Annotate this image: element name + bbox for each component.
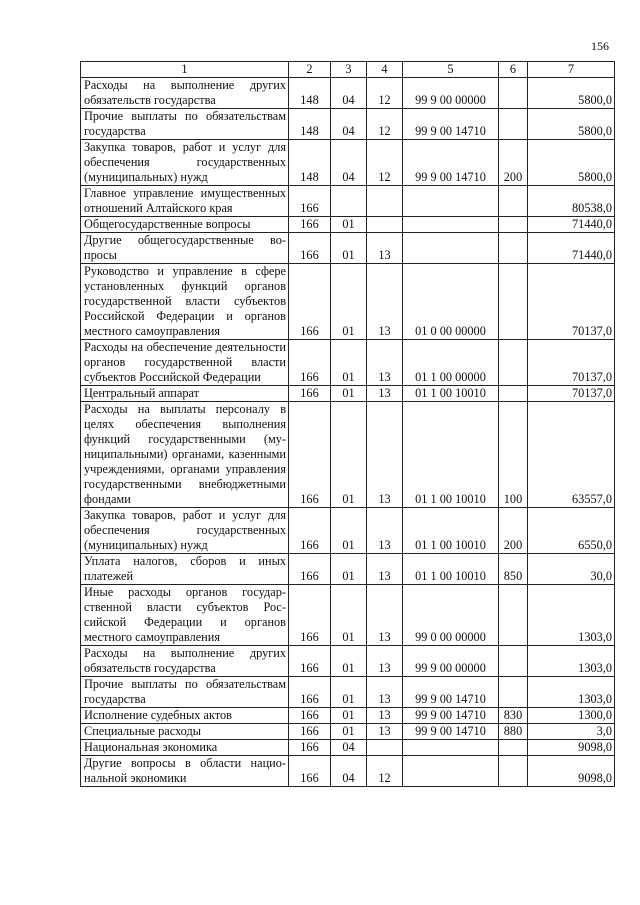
row-subsection-cell: 13 [367, 554, 403, 585]
row-expense-type-cell [499, 740, 528, 756]
row-name-cell: Общегосударственные вопросы [81, 217, 289, 233]
row-section-cell: 01 [331, 233, 367, 264]
row-admin-code-cell: 166 [289, 233, 331, 264]
table-row [81, 386, 615, 402]
row-target-article-cell: 99 9 00 14710 [403, 109, 499, 140]
row-target-article-cell: 01 1 00 10010 [403, 554, 499, 585]
row-name-cell: Главное управление имущественных отношений Алтайского края [81, 186, 289, 217]
page-number: 156 [591, 39, 609, 53]
row-amount-cell: 6550,0 [528, 508, 615, 554]
row-subsection-cell: 13 [367, 708, 403, 724]
row-admin-code-cell: 166 [289, 646, 331, 677]
row-subsection-cell: 13 [367, 340, 403, 386]
row-amount-cell: 70137,0 [528, 264, 615, 340]
table-row [81, 264, 615, 340]
row-expense-type-cell: 200 [499, 140, 528, 186]
row-name-cell: Специальные расходы [81, 724, 289, 740]
row-section-cell [331, 186, 367, 217]
table-row [81, 340, 615, 386]
row-expense-type-cell [499, 677, 528, 708]
row-amount-cell: 1303,0 [528, 646, 615, 677]
row-admin-code-cell: 166 [289, 677, 331, 708]
row-expense-type-cell [499, 585, 528, 646]
row-subsection-cell: 13 [367, 585, 403, 646]
table-row [81, 646, 615, 677]
row-amount-cell: 3,0 [528, 724, 615, 740]
row-expense-type-cell [499, 78, 528, 109]
row-amount-cell: 5800,0 [528, 140, 615, 186]
row-expense-type-cell: 100 [499, 402, 528, 508]
row-amount-cell: 9098,0 [528, 756, 615, 787]
row-target-article-cell: 99 9 00 14710 [403, 140, 499, 186]
row-target-article-cell: 99 9 00 00000 [403, 646, 499, 677]
row-subsection-cell: 13 [367, 724, 403, 740]
row-section-cell: 04 [331, 109, 367, 140]
row-amount-cell: 1303,0 [528, 677, 615, 708]
row-name-cell: Уплата налогов, сборов и иных платежей [81, 554, 289, 585]
row-section-cell: 04 [331, 140, 367, 186]
row-amount-cell: 1303,0 [528, 585, 615, 646]
table-row [81, 708, 615, 724]
row-expense-type-cell [499, 186, 528, 217]
row-section-cell: 01 [331, 724, 367, 740]
table-row [81, 740, 615, 756]
row-target-article-cell: 99 9 00 14710 [403, 708, 499, 724]
row-amount-cell: 63557,0 [528, 402, 615, 508]
row-subsection-cell: 13 [367, 646, 403, 677]
row-target-article-cell: 01 1 00 10010 [403, 508, 499, 554]
budget-table [80, 61, 615, 787]
row-amount-cell: 71440,0 [528, 233, 615, 264]
table-row [81, 724, 615, 740]
row-section-cell: 04 [331, 756, 367, 787]
row-target-article-cell [403, 217, 499, 233]
row-amount-cell: 5800,0 [528, 78, 615, 109]
row-subsection-cell: 13 [367, 677, 403, 708]
row-subsection-cell: 12 [367, 140, 403, 186]
row-name-cell: Закупка товаров, работ и услуг для обеспечения государственных (муниципальных) нужд [81, 508, 289, 554]
header-cell: 3 [331, 62, 367, 78]
row-name-cell: Иные расходы органов государственной власти субъектов Российской Федерации и органов местного самоуправления [81, 585, 289, 646]
row-expense-type-cell [499, 233, 528, 264]
header-cell: 5 [403, 62, 499, 78]
row-target-article-cell [403, 186, 499, 217]
row-admin-code-cell: 166 [289, 217, 331, 233]
row-target-article-cell: 99 9 00 14710 [403, 677, 499, 708]
header-cell: 2 [289, 62, 331, 78]
row-expense-type-cell [499, 264, 528, 340]
row-target-article-cell: 99 9 00 14710 [403, 724, 499, 740]
row-amount-cell: 5800,0 [528, 109, 615, 140]
row-name-cell: Руководство и управление в сфере установленных функций органов государственной власти субъектов Российской Федерации и органов местного самоуправления [81, 264, 289, 340]
row-section-cell: 01 [331, 508, 367, 554]
row-subsection-cell: 13 [367, 508, 403, 554]
row-admin-code-cell: 166 [289, 386, 331, 402]
header-cell: 6 [499, 62, 528, 78]
row-subsection-cell: 13 [367, 233, 403, 264]
row-expense-type-cell [499, 756, 528, 787]
row-name-cell: Расходы на выполнение других обязательств государства [81, 78, 289, 109]
table-row [81, 109, 615, 140]
row-subsection-cell: 13 [367, 402, 403, 508]
row-admin-code-cell: 166 [289, 724, 331, 740]
row-amount-cell: 70137,0 [528, 386, 615, 402]
row-section-cell: 01 [331, 708, 367, 724]
row-amount-cell: 9098,0 [528, 740, 615, 756]
row-name-cell: Национальная экономика [81, 740, 289, 756]
row-name-cell: Расходы на выполнение других обязательств государства [81, 646, 289, 677]
row-subsection-cell [367, 740, 403, 756]
row-name-cell: Прочие выплаты по обязательствам государства [81, 109, 289, 140]
row-admin-code-cell: 148 [289, 78, 331, 109]
header-cell: 4 [367, 62, 403, 78]
table-row [81, 233, 615, 264]
row-admin-code-cell: 166 [289, 508, 331, 554]
row-name-cell: Закупка товаров, работ и услуг для обеспечения государственных (муниципальных) нужд [81, 140, 289, 186]
row-subsection-cell: 13 [367, 264, 403, 340]
row-subsection-cell: 12 [367, 756, 403, 787]
row-section-cell: 01 [331, 646, 367, 677]
header-cell: 1 [81, 62, 289, 78]
row-expense-type-cell [499, 109, 528, 140]
row-section-cell: 01 [331, 554, 367, 585]
table-row [81, 508, 615, 554]
row-target-article-cell [403, 740, 499, 756]
table-row [81, 217, 615, 233]
row-expense-type-cell: 850 [499, 554, 528, 585]
table-row [81, 78, 615, 109]
row-section-cell: 01 [331, 264, 367, 340]
row-target-article-cell [403, 756, 499, 787]
row-admin-code-cell: 166 [289, 264, 331, 340]
table-row [81, 186, 615, 217]
row-admin-code-cell: 166 [289, 585, 331, 646]
table-body [81, 78, 615, 787]
row-section-cell: 01 [331, 402, 367, 508]
table-row [81, 756, 615, 787]
row-amount-cell: 71440,0 [528, 217, 615, 233]
row-name-cell: Центральный аппарат [81, 386, 289, 402]
row-expense-type-cell: 830 [499, 708, 528, 724]
row-subsection-cell: 12 [367, 78, 403, 109]
row-target-article-cell: 01 1 00 10010 [403, 386, 499, 402]
row-amount-cell: 30,0 [528, 554, 615, 585]
table-row [81, 140, 615, 186]
row-subsection-cell [367, 217, 403, 233]
row-admin-code-cell: 166 [289, 186, 331, 217]
row-section-cell: 01 [331, 585, 367, 646]
row-expense-type-cell [499, 217, 528, 233]
row-amount-cell: 80538,0 [528, 186, 615, 217]
row-name-cell: Прочие выплаты по обязательствам государства [81, 677, 289, 708]
row-amount-cell: 1300,0 [528, 708, 615, 724]
row-section-cell: 04 [331, 78, 367, 109]
row-target-article-cell: 01 0 00 00000 [403, 264, 499, 340]
row-target-article-cell [403, 233, 499, 264]
table-row [81, 585, 615, 646]
row-admin-code-cell: 166 [289, 554, 331, 585]
row-admin-code-cell: 166 [289, 340, 331, 386]
row-expense-type-cell [499, 386, 528, 402]
row-admin-code-cell: 166 [289, 756, 331, 787]
row-section-cell: 01 [331, 386, 367, 402]
row-target-article-cell: 99 9 00 00000 [403, 78, 499, 109]
row-expense-type-cell [499, 340, 528, 386]
table-row [81, 402, 615, 508]
row-expense-type-cell [499, 646, 528, 677]
row-subsection-cell: 12 [367, 109, 403, 140]
row-section-cell: 01 [331, 677, 367, 708]
row-amount-cell: 70137,0 [528, 340, 615, 386]
row-expense-type-cell: 200 [499, 508, 528, 554]
row-name-cell: Другие вопросы в области национальной экономики [81, 756, 289, 787]
row-target-article-cell: 01 1 00 00000 [403, 340, 499, 386]
row-admin-code-cell: 166 [289, 402, 331, 508]
header-cell: 7 [528, 62, 615, 78]
row-section-cell: 04 [331, 740, 367, 756]
row-admin-code-cell: 166 [289, 740, 331, 756]
row-name-cell: Исполнение судебных актов [81, 708, 289, 724]
row-target-article-cell: 99 0 00 00000 [403, 585, 499, 646]
row-admin-code-cell: 166 [289, 708, 331, 724]
row-name-cell: Расходы на выплаты персоналу в целях обеспечения выполнения функций государственными (муниципальными) органами, казенными учреждениями, органами управления государственными внебюджетными фондами [81, 402, 289, 508]
row-admin-code-cell: 148 [289, 140, 331, 186]
row-section-cell: 01 [331, 217, 367, 233]
row-name-cell: Другие общегосударственные вопросы [81, 233, 289, 264]
row-target-article-cell: 01 1 00 10010 [403, 402, 499, 508]
row-subsection-cell [367, 186, 403, 217]
row-section-cell: 01 [331, 340, 367, 386]
row-admin-code-cell: 148 [289, 109, 331, 140]
row-subsection-cell: 13 [367, 386, 403, 402]
table-header-row [81, 62, 615, 78]
table-row [81, 554, 615, 585]
row-expense-type-cell: 880 [499, 724, 528, 740]
row-name-cell: Расходы на обеспечение деятельности органов государственной власти субъектов Российской Федерации [81, 340, 289, 386]
table-row [81, 677, 615, 708]
